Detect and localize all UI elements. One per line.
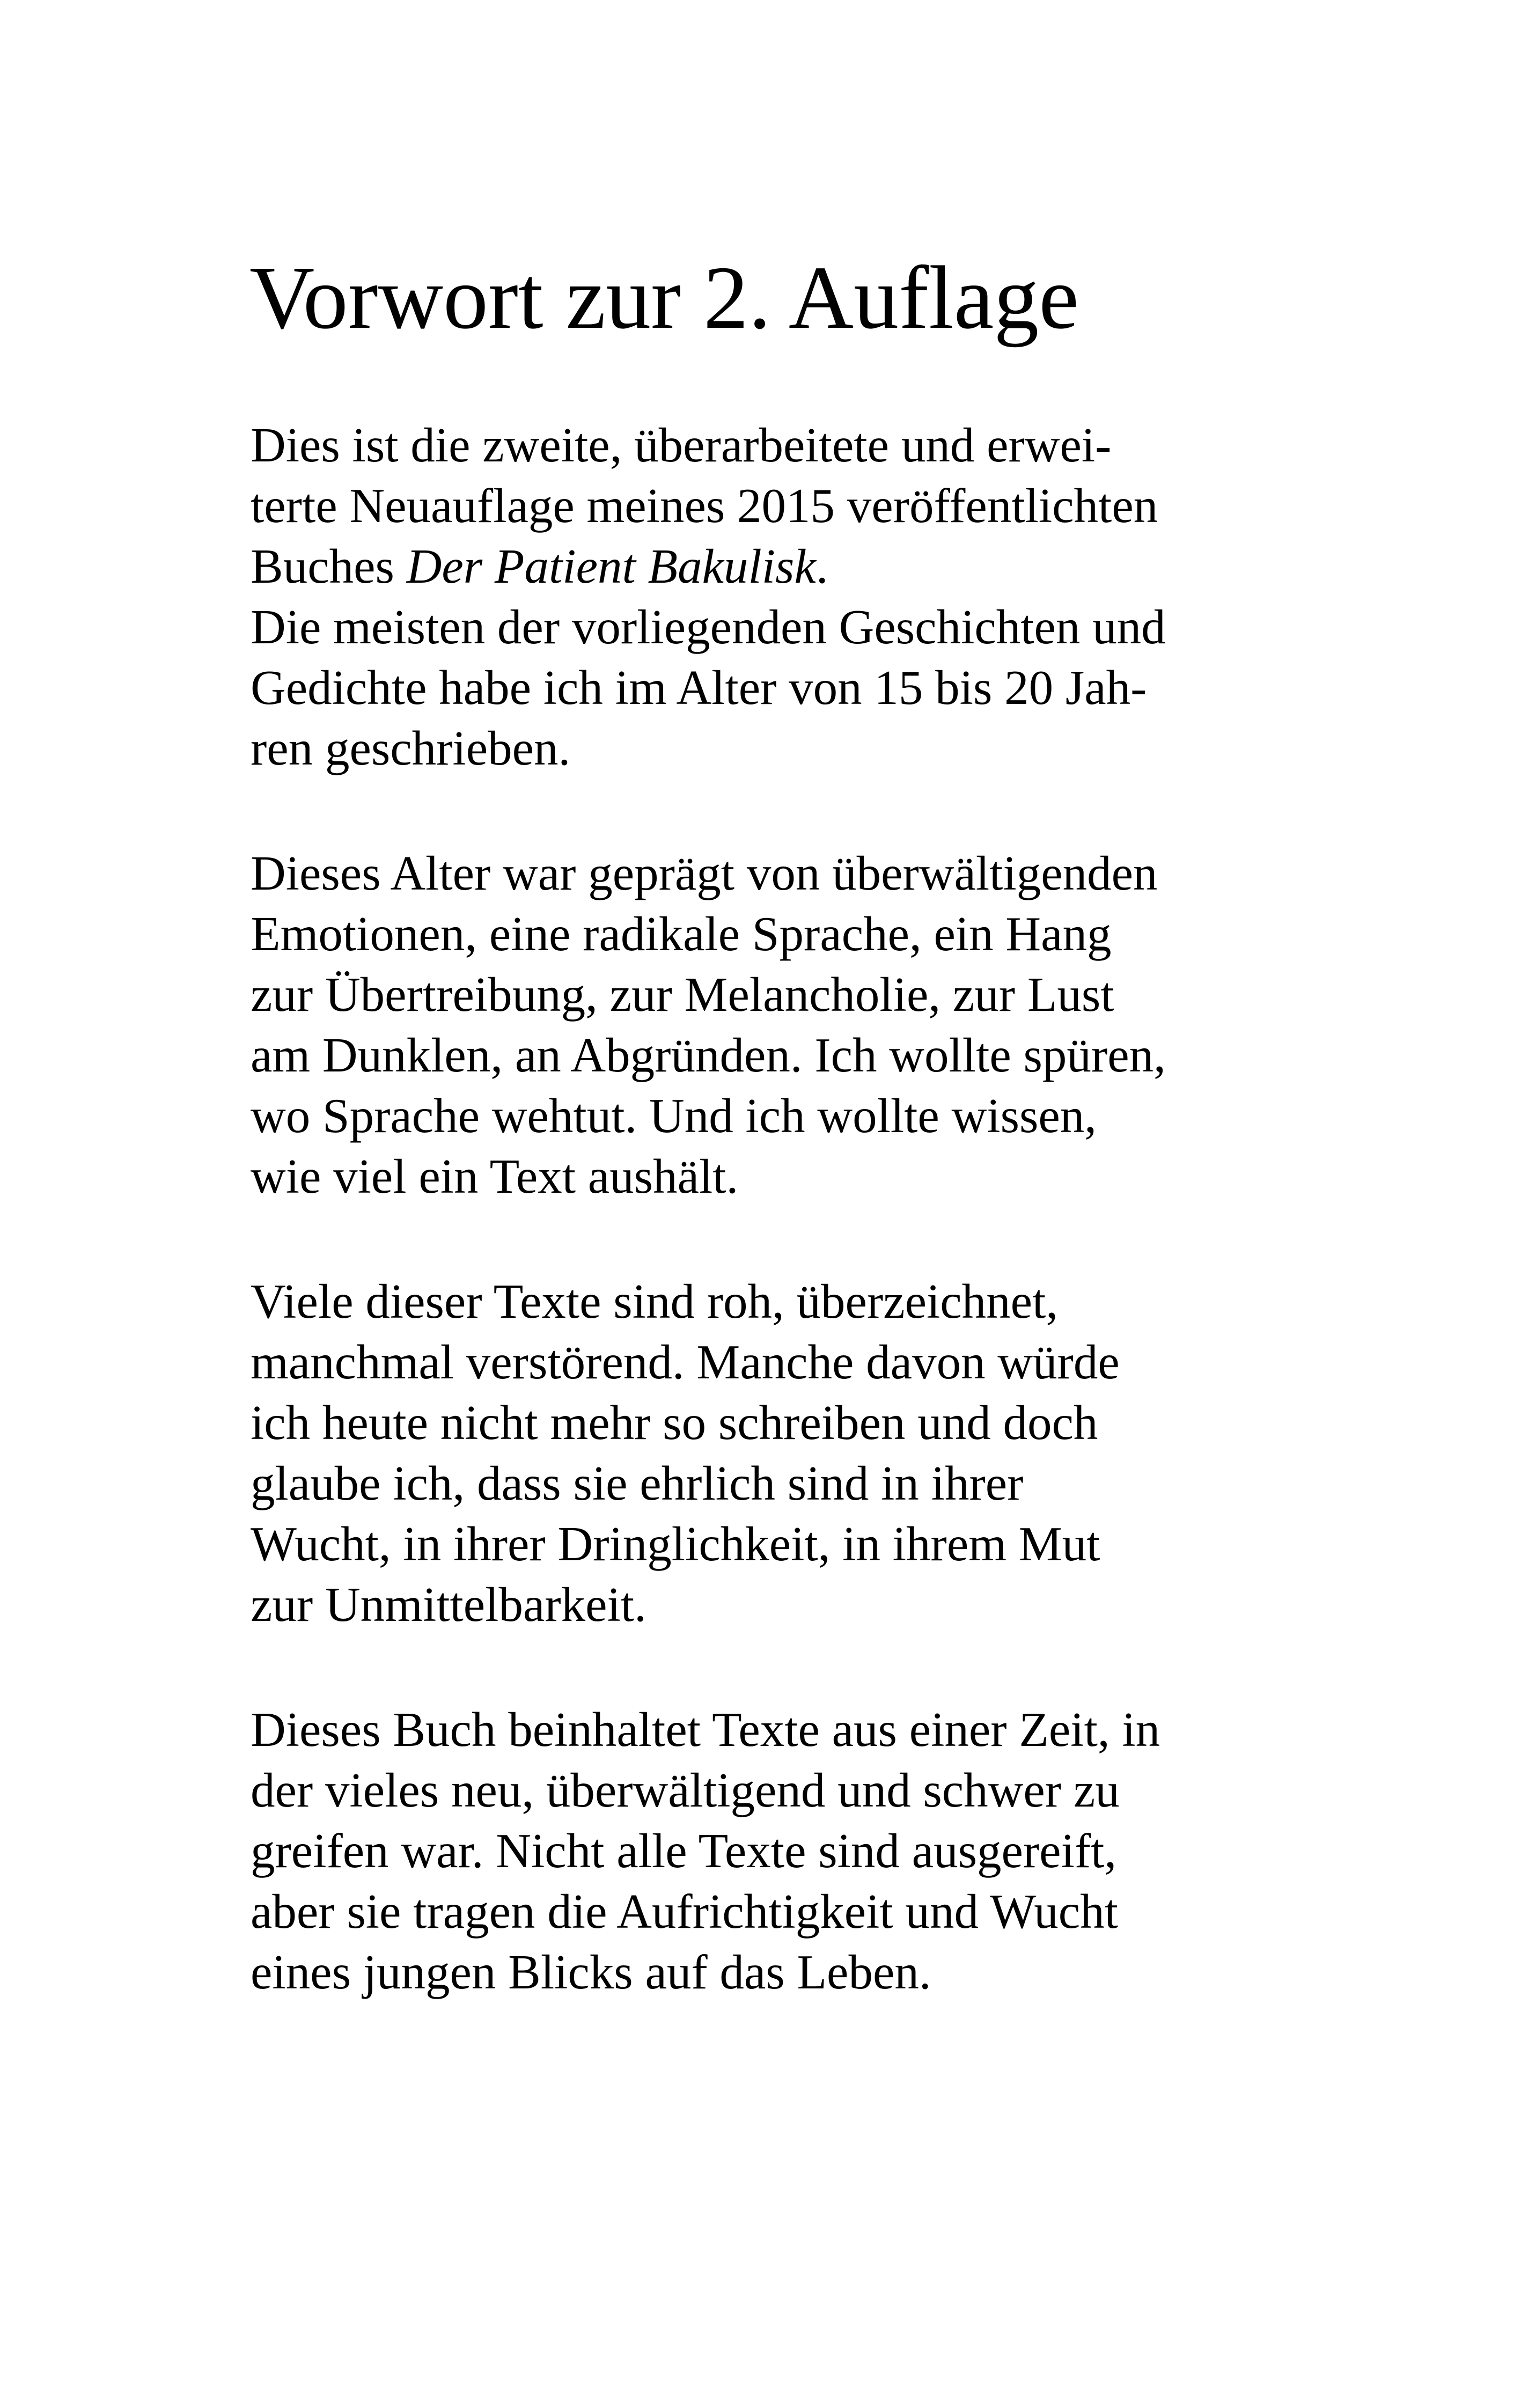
- paragraph-1-line-2: terte Neuauflage meines 2015 veröffentlichten: [251, 479, 1158, 533]
- paragraph-4-line-1: Dieses Buch beinhaltet Texte aus einer Zeit, in: [251, 1702, 1160, 1757]
- paragraph-2-line-2: Emotionen, eine radikale Sprache, ein Hang: [251, 907, 1112, 961]
- paragraph-2-line-4: am Dunklen, an Abgründen. Ich wollte spüren,: [251, 1028, 1166, 1082]
- paragraph-4-line-4: aber sie tragen die Aufrichtigkeit und Wucht: [251, 1884, 1118, 1939]
- paragraph-3-line-4: glaube ich, dass sie ehrlich sind in ihrer: [251, 1456, 1024, 1510]
- paragraph-3-line-1: Viele dieser Texte sind roh, überzeichnet,: [251, 1274, 1059, 1328]
- paragraph-4-line-2: der vieles neu, überwältigend und schwer zu: [251, 1763, 1120, 1817]
- paragraph-4-line-5: eines jungen Blicks auf das Leben.: [251, 1945, 931, 1999]
- page-title: Vorwort zur 2. Auflage: [249, 248, 1079, 348]
- paragraph-2-line-6: wie viel ein Text aushält.: [251, 1149, 739, 1203]
- paragraph-3-line-5: Wucht, in ihrer Dringlichkeit, in ihrem Mut: [251, 1517, 1100, 1571]
- paragraph-3-line-3: ich heute nicht mehr so schreiben und doch: [251, 1396, 1098, 1450]
- paragraph-1-line-4: Die meisten der vorliegenden Geschichten und: [251, 600, 1166, 654]
- book-line-suffix: .: [815, 539, 828, 593]
- paragraph-2-line-1: Dieses Alter war geprägt von überwältigenden: [251, 846, 1158, 900]
- paragraph-1-line-3: [251, 537, 828, 596]
- book-line-prefix: Buches: [251, 539, 407, 593]
- book-title: Der Patient Bakulisk: [406, 539, 816, 593]
- paragraph-2-line-5: wo Sprache wehtut. Und ich wollte wissen,: [251, 1089, 1097, 1143]
- paragraph-1-line-5: Gedichte habe ich im Alter von 15 bis 20 Jah-: [251, 660, 1147, 715]
- paragraph-1-line-1: Dies ist die zweite, überarbeitete und erwei-: [251, 418, 1112, 472]
- paragraph-1-line-6: ren geschrieben.: [251, 721, 571, 775]
- paragraph-4-line-3: greifen war. Nicht alle Texte sind ausgereift,: [251, 1824, 1117, 1878]
- paragraph-3-line-6: zur Unmittelbarkeit.: [251, 1577, 646, 1632]
- paragraph-2-line-3: zur Übertreibung, zur Melancholie, zur Lust: [251, 967, 1114, 1022]
- paragraph-3-line-2: manchmal verstörend. Manche davon würde: [251, 1335, 1120, 1389]
